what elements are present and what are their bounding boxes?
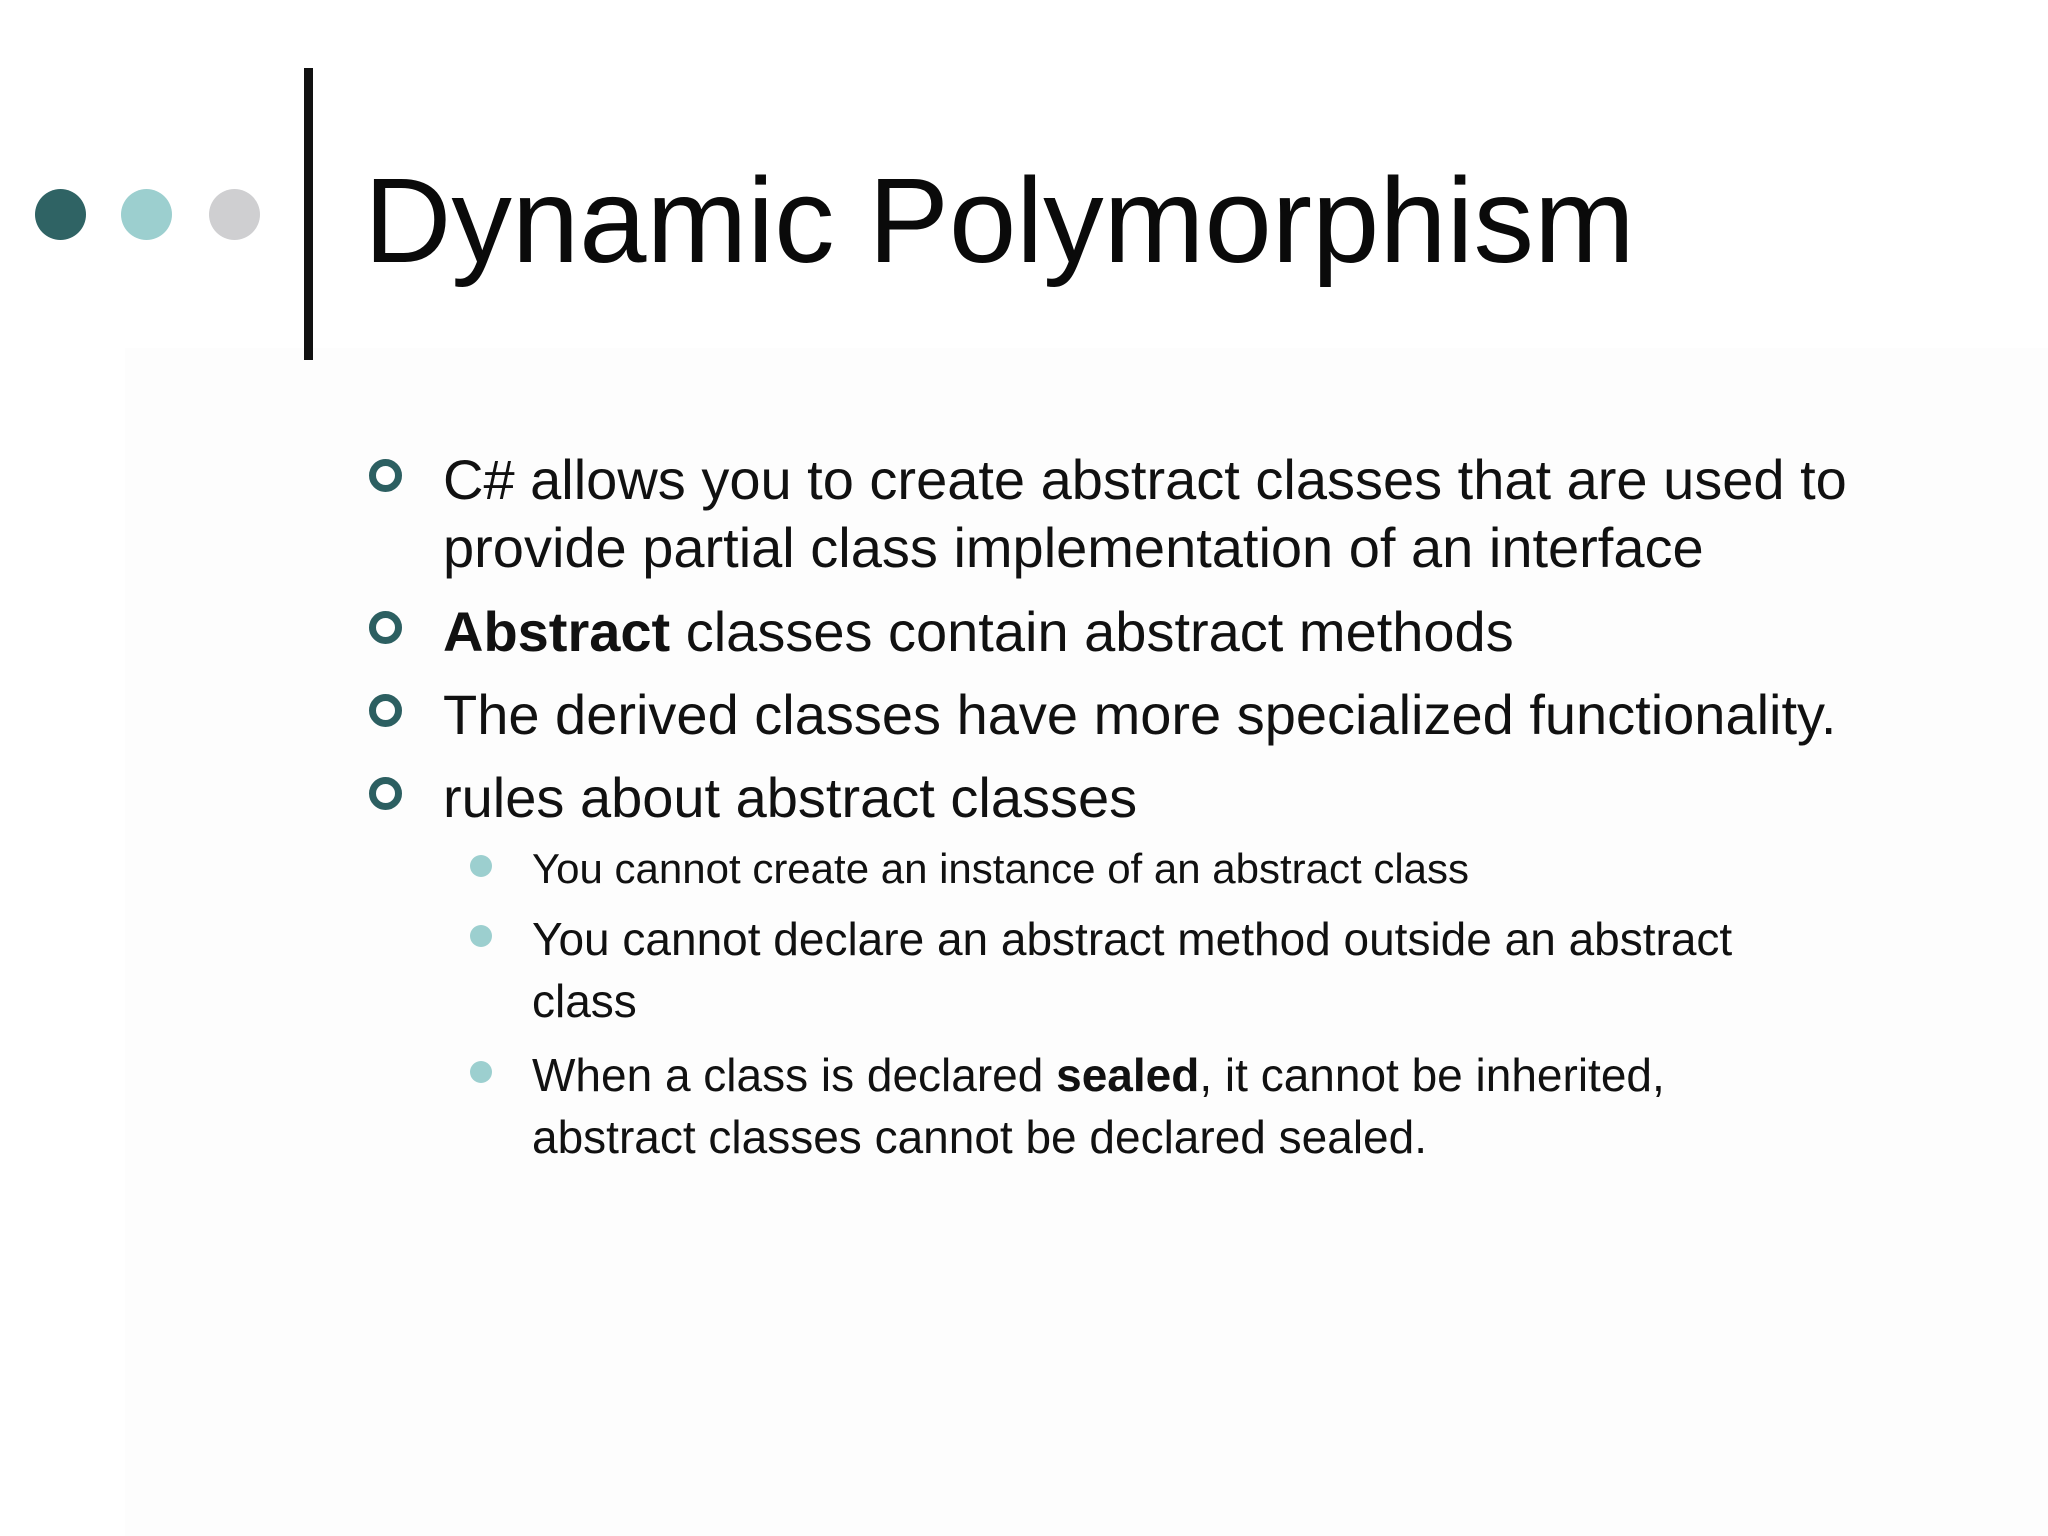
sub-bullet-3-line-2: abstract classes cannot be declared sealed. [532, 1111, 1427, 1163]
bullet-2 [443, 598, 1514, 666]
sub-bullet-3-post: , it cannot be inherited, [1199, 1049, 1665, 1101]
sub-bullet-dot-icon [470, 1061, 492, 1083]
sub-bullet-dot-icon [470, 925, 492, 947]
sub-bullet-2-line-1: You cannot declare an abstract method outside an abstract [532, 913, 1733, 965]
sub-bullet-dot-icon [470, 855, 492, 877]
bullet-3: The derived classes have more specialized functionality. [443, 683, 1837, 746]
ring-bullet-icon [369, 459, 402, 492]
sub-bullet-1: You cannot create an instance of an abstract class [532, 845, 1470, 892]
bullet-1-line-1: C# allows you to create abstract classes that are used to [443, 448, 1847, 511]
sub-bullet-3-pre: When a class is declared [532, 1049, 1057, 1101]
bullet-4: rules about abstract classes [443, 766, 1138, 829]
bullet-2-bold: Abstract [443, 600, 671, 663]
slide-title: Dynamic Polymorphism [364, 152, 1635, 288]
ring-bullet-icon [369, 611, 402, 644]
sub-bullet-3-bold: sealed [1056, 1049, 1200, 1101]
bullet-2-rest: classes contain abstract methods [670, 600, 1514, 663]
ring-bullet-icon [369, 694, 402, 727]
bullet-1-line-2: provide partial class implementation of an interface [443, 516, 1704, 579]
sub-bullet-3-line-1 [532, 1044, 1665, 1106]
ring-bullet-icon [369, 777, 402, 810]
sub-bullet-2-line-2: class [532, 975, 637, 1027]
